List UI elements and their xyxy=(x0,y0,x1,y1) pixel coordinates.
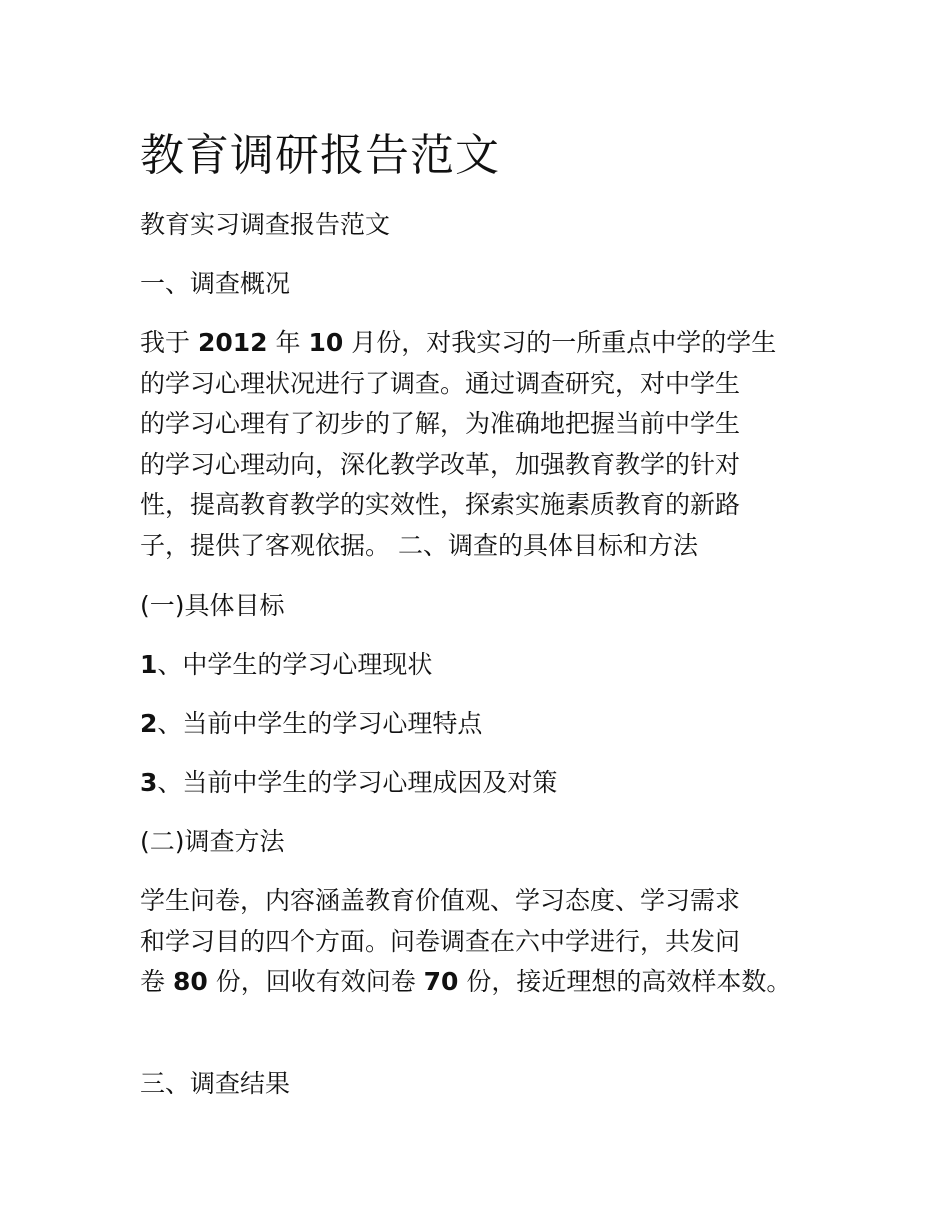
method-line-0: 学生问卷，内容涵盖教育价值观、学习态度、学习需求 xyxy=(140,886,741,915)
intro-line-5: 子，提供了客观依据。 二、调查的具体目标和方法 xyxy=(140,530,698,560)
goal-item: 3、当前中学生的学习心理成因及对策 xyxy=(140,768,558,797)
goal-item: 2、当前中学生的学习心理特点 xyxy=(140,709,483,738)
intro-paragraph xyxy=(140,323,820,567)
intro-line-0: 我于 2012 年 10 月份，对我实习的一所重点中学的学生 xyxy=(140,328,777,357)
goal-item: 1、中学生的学习心理现状 xyxy=(140,650,433,679)
document-title: 教育调研报告范文 xyxy=(140,130,500,181)
section-3-heading: 三、调查结果 xyxy=(140,1069,291,1098)
intro-line-4: 性，提高教育教学的实效性，探索实施素质教育的新路 xyxy=(140,490,741,520)
intro-line-3: 的学习心理动向，深化教学改革，加强教育教学的针对 xyxy=(140,449,741,479)
method-paragraph xyxy=(140,881,820,1003)
goals-heading: (一)具体目标 xyxy=(140,591,285,620)
method-line-2: 卷 80 份，回收有效问卷 70 份，接近理想的高效样本数。 xyxy=(140,967,792,997)
document-subtitle: 教育实习调查报告范文 xyxy=(140,210,391,239)
method-line-1: 和学习目的四个方面。问卷调查在六中学进行，共发问 xyxy=(140,926,741,956)
section-1-heading: 一、调查概况 xyxy=(140,269,291,298)
intro-line-2: 的学习心理有了初步的了解，为准确地把握当前中学生 xyxy=(140,409,741,439)
intro-line-1: 的学习心理状况进行了调查。通过调查研究，对中学生 xyxy=(140,368,741,398)
method-heading: (二)调查方法 xyxy=(140,827,285,856)
